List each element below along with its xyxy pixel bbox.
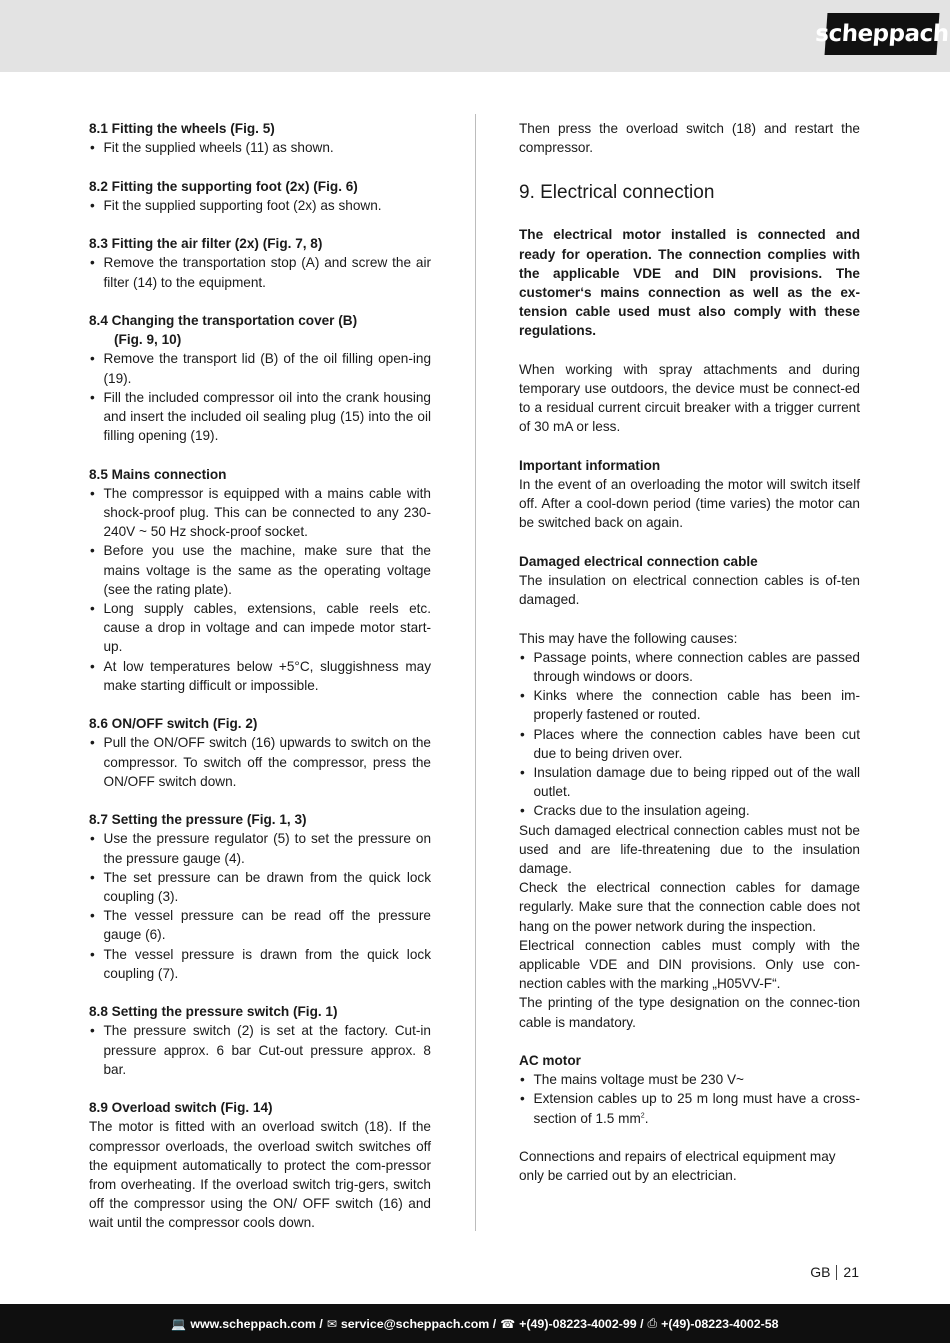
list-item: • Use the pressure regulator (5) to set the pressure on the pressure gauge (4). [89, 829, 431, 867]
section-8-4 [89, 311, 431, 445]
paragraph: The printing of the type designation on the connec-tion cable is mandatory. [519, 995, 860, 1030]
list-item: • Before you use the machine, make sure that the mains voltage is the same as the operating voltage (see the rating plate). [89, 541, 431, 599]
section-8-2 [89, 177, 431, 215]
right-column [519, 119, 860, 1185]
section-heading: Damaged electrical connection cable [519, 553, 758, 569]
paragraph: In the event of an overloading the motor will switch itself off. After a cool-down period (time varies) the motor can be switched back on again. [519, 477, 860, 531]
left-column [89, 119, 431, 1252]
list-item: • Remove the transportation stop (A) and screw the air filter (14) to the equipment. [89, 253, 431, 291]
paragraph: Check the electrical connection cables for damage regularly. Make sure that the connection cable does not hang on the power network during the inspection. [519, 880, 860, 934]
paragraph: Electrical connection cables must comply with the applicable VDE and DIN provisions. Only use con-nection cables with the marking „H05VV-F“. [519, 937, 860, 992]
fax-icon: ⎙ [647, 1316, 658, 1330]
list-item: • The compressor is equipped with a mains cable with shock-proof plug. This can be connected to any 230-240V ~ 50 Hz shock-proof socket. [89, 484, 431, 542]
paragraph: The insulation on electrical connection cables is of-ten damaged. [519, 573, 860, 608]
computer-icon: 💻 [171, 1316, 187, 1331]
list-item: • The vessel pressure can be read off the pressure gauge (6). [89, 906, 431, 944]
footer-bar [0, 1304, 950, 1343]
brand-logo: scheppach [825, 13, 940, 55]
email-link[interactable]: service@scheppach.com / [340, 1316, 497, 1331]
header-band [0, 0, 950, 72]
paragraph: Connections and repairs of electrical equipment may only be carried out by an electrician. [519, 1149, 836, 1184]
chapter-heading: 9. Electrical connection [519, 182, 715, 204]
list-item: • Insulation damage due to being ripped out of the wall outlet. [519, 763, 860, 801]
paragraph: When working with spray attachments and during temporary use outdoors, the device must be connect-ed to a residual current circuit breaker with a trigger current of 30 mA or less. [519, 361, 860, 435]
list-item: • Remove the transport lid (B) of the oil filling open-ing (19). [89, 349, 431, 387]
list-item: • Fit the supplied supporting foot (2x) as shown. [89, 196, 431, 215]
paragraph: The motor is fitted with an overload switch (18). If the compressor overloads, the overload switch switches off the equipment automatically to protect the com-pressor from overheating. If the overload switch trig-gers, switch off the compressor using the ON/ OFF switch (16) and wait until the compressor cools down. [89, 1119, 431, 1231]
section-8-1 [89, 119, 431, 157]
list-item: • At low temperatures below +5°C, sluggishness may make starting difficult or impossible. [89, 657, 431, 695]
section-heading-cont: (Fig. 9, 10) [114, 332, 182, 348]
paragraph: Such damaged electrical connection cables must not be used and are life-threatening due to the insulation damage. [519, 822, 860, 877]
list-item: • The set pressure can be drawn from the quick lock coupling (3). [89, 868, 431, 906]
section-heading: 8.9 Overload switch (Fig. 14) [89, 1100, 273, 1116]
bold-intro: The electrical motor installed is connected and ready for operation. The connection complies with the applicable VDE and DIN provisions. The customer‘s mains connection as well as the ex-tension cable used must also comply with these regulations. [519, 227, 860, 339]
list-item: • Passage points, where connection cables are passed through windows or doors. [519, 648, 860, 686]
list-item: • Kinks where the connection cable has been im-properly fastened or routed. [519, 686, 860, 724]
fax-number: +(49)-08223-4002-58 [661, 1316, 779, 1331]
phone-icon: ☎ [500, 1316, 516, 1331]
list-item: • The pressure switch (2) is set at the factory. Cut-in pressure approx. 6 bar Cut-out pressure approx. 8 bar. [89, 1021, 431, 1079]
section-heading: 8.5 Mains connection [89, 466, 227, 482]
page-number-value: 21 [843, 1264, 859, 1280]
list-item: • Cracks due to the insulation ageing. [519, 801, 860, 820]
list-item: • Extension cables up to 25 m long must have a cross-section of 1.5 $mm^2$. [519, 1089, 860, 1127]
section-8-5 [89, 465, 431, 695]
paragraph: This may have the following causes: [519, 630, 738, 646]
paragraph: Then press the overload switch (18) and restart the compressor. [519, 121, 860, 156]
section-heading: 8.3 Fitting the air filter (2x) (Fig. 7, 8) [89, 236, 323, 252]
section-heading: 8.6 ON/OFF switch (Fig. 2) [89, 716, 258, 732]
list-item: • Fill the included compressor oil into the crank housing and insert the included oil sealing plug (15) into the oil filling opening (19). [89, 388, 431, 446]
list-item: • The vessel pressure is drawn from the quick lock coupling (7). [89, 945, 431, 983]
section-heading: 8.1 Fitting the wheels (Fig. 5) [89, 121, 275, 136]
page-separator [836, 1265, 837, 1280]
list-item: • The mains voltage must be 230 V~ [519, 1070, 860, 1089]
section-heading: AC motor [519, 1053, 581, 1069]
list-item: • Places where the connection cables have been cut due to being driven over. [519, 725, 860, 763]
language-code: GB [810, 1264, 831, 1280]
column-divider [475, 114, 476, 1231]
section-8-3 [89, 234, 431, 292]
list-item: • Pull the ON/OFF switch (16) upwards to switch on the compressor. To switch off the compressor, press the ON/OFF switch down. [89, 733, 431, 791]
list-item: • Long supply cables, extensions, cable reels etc. cause a drop in voltage and can impede motor start-up. [89, 599, 431, 657]
mail-icon: ✉ [326, 1316, 337, 1331]
section-8-8 [89, 1002, 431, 1079]
page-number [810, 1264, 859, 1280]
section-heading: Important information [519, 457, 661, 473]
list-item: • Fit the supplied wheels (11) as shown. [89, 138, 431, 157]
section-heading: 8.4 Changing the transportation cover (B) [89, 312, 358, 328]
section-8-7 [89, 810, 431, 983]
website-link[interactable]: www.scheppach.com / [190, 1316, 323, 1331]
section-heading: 8.8 Setting the pressure switch (Fig. 1) [89, 1004, 338, 1020]
section-8-6 [89, 714, 431, 791]
section-heading: 8.2 Fitting the supporting foot (2x) (Fig. 6) [89, 178, 358, 194]
section-8-9 [89, 1098, 431, 1232]
section-heading: 8.7 Setting the pressure (Fig. 1, 3) [89, 812, 307, 828]
phone-number: +(49)-08223-4002-99 / [519, 1316, 644, 1331]
